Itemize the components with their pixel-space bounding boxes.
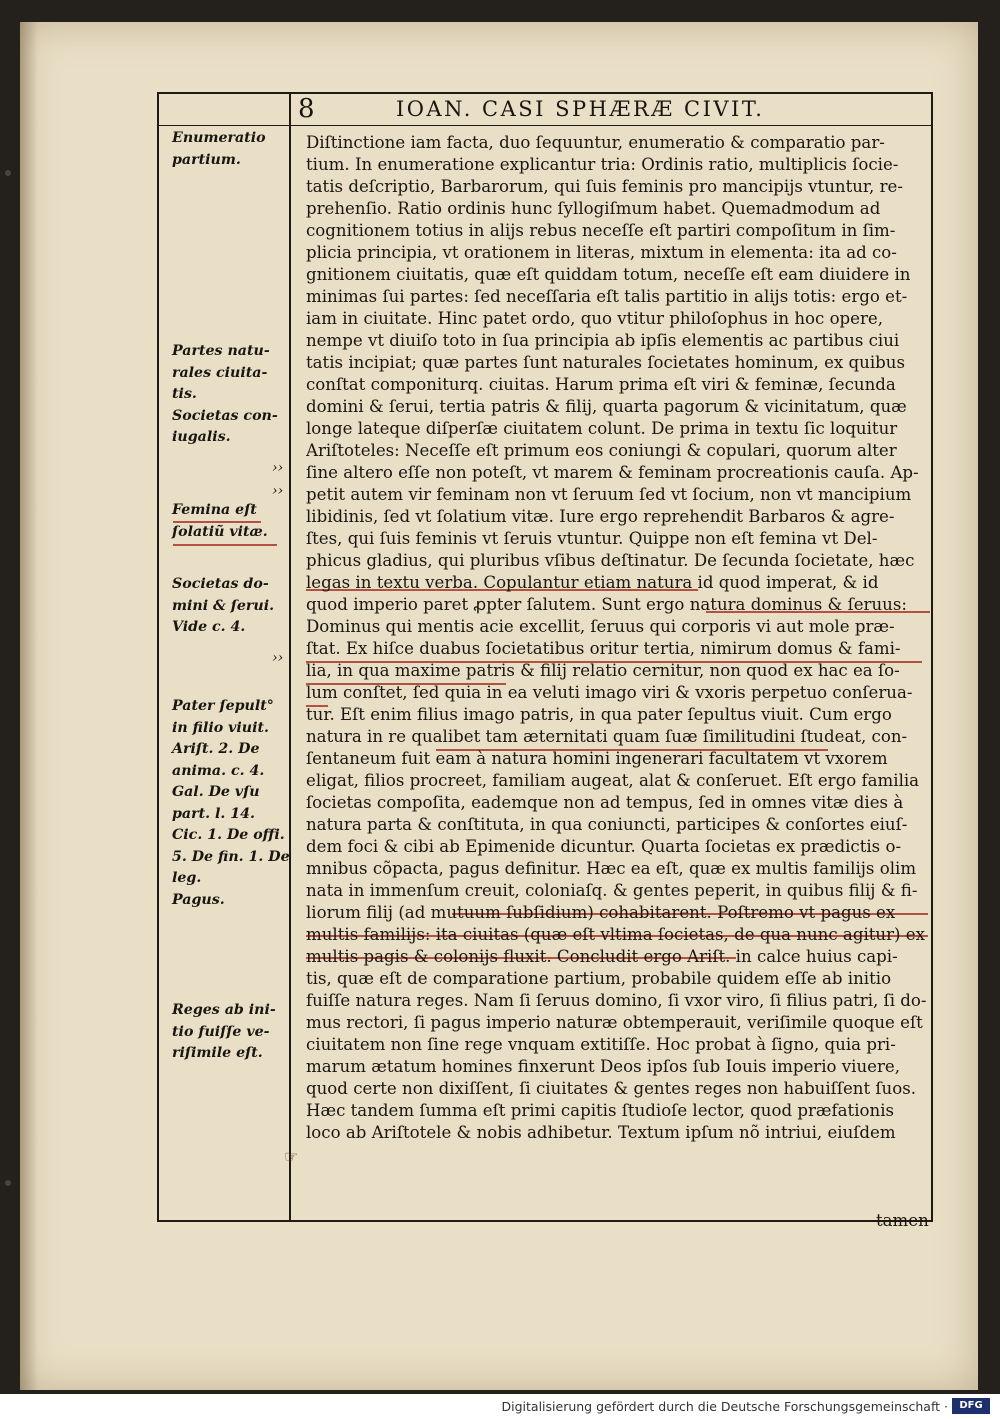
text-line: ſentaneum fuit eam à natura homini ingenerari facultatem vt vxorem	[306, 749, 888, 768]
text-line	[306, 1166, 932, 1188]
text-line: loco ab Ariſtotele & nobis adhibetur. Textum ipſum nõ intriui, eiuſdem	[306, 1123, 896, 1142]
text-line: tatis deſcriptio, Barbarorum, qui ſuis feminis pro mancipijs vtuntur, re-	[306, 177, 903, 196]
text-line: multis familijs: ita ciuitas (quæ eſt vltima ſocietas, de qua nunc agitur) ex	[306, 925, 925, 944]
frame-rule-left	[157, 92, 159, 1222]
binding-hole	[5, 170, 11, 176]
text-line: multis pagis & colonijs fluxit. Concludit ergo Ariſt. in calce huius capi-	[306, 947, 898, 966]
text-line: ſine altero eſſe non poteſt, vt marem & feminam procreationis cauſa. Ap-	[306, 463, 919, 482]
marginal-note: ››	[272, 483, 284, 499]
text-line: quod certe non dixiſſent, ſi ciuitates & gentes reges non habuiſſent ſuos.	[306, 1079, 917, 1098]
text-line	[306, 1144, 932, 1166]
text-line: natura in re qualibet tam æternitati quam ſuæ ſimilitudini ſtudeat, con-	[306, 727, 908, 746]
text-line: conſtat componiturq. ciuitas. Harum prima eſt viri & feminæ, ſecunda	[306, 375, 896, 394]
text-line: tatis incipiat; quæ partes ſunt naturales ſocietates hominum, ex quibus	[306, 353, 905, 372]
text-line: mus rectori, ſi pagus imperio naturæ obtemperauit, veriſimile quoque eſt	[306, 1013, 923, 1032]
marginal-note: Pater ſepult° in filio viuit. Ariſt. 2. De anima. c. 4. Gal. De vſu part. l. 14. Cic. 1. De offi. 5. De fin. 1. De leg. Pagus.	[172, 698, 290, 908]
text-line: nempe vt diuiſo toto in ſua principia ab ipſis elementis ac partibus ciui	[306, 331, 900, 350]
text-line: nata in immenſum creuit, coloniaſq. & gentes peperit, in quibus filij & fi-	[306, 881, 918, 900]
text-line: eligat, filios procreet, familiam augeat, alat & conſeruet. Eſt ergo familia	[306, 771, 920, 790]
text-line: lum conſtet, ſed quia in ea veluti imago viri & vxoris perpetuo conſerua-	[306, 683, 913, 702]
marginal-note: Partes natu- rales ciuita- tis. Societas con- iugalis.	[172, 343, 278, 445]
text-line: legas in textu verba. Copulantur etiam natura id quod imperat, & id	[306, 573, 879, 592]
text-line: tur. Eſt enim filius imago patris, in qua pater ſepultus viuit. Cum ergo	[306, 705, 892, 724]
text-line: prehenſio. Ratio ordinis hunc ſyllogiſmum habet. Quemadmodum ad	[306, 199, 881, 218]
text-line: Diſtinctione iam facta, duo ſequuntur, enumeratio & comparatio par-	[306, 133, 885, 152]
text-line: cognitionem totius in alijs rebus neceſſe eſt partiri compoſitum in ſim-	[306, 221, 896, 240]
manicule-mark-icon: ☞	[284, 1147, 299, 1166]
text-line: ſtat. Ex hiſce duabus ſocietatibus oritur tertia, nimirum domus & fami-	[306, 639, 901, 658]
marginal-note: Societas do- mini & ſerui. Vide c. 4.	[172, 576, 275, 635]
marginal-note: Enumeratio partium.	[172, 130, 266, 168]
red-underline	[173, 521, 261, 523]
text-line: liorum filij (ad mutuum ſubſidium) cohabitarent. Poſtremo vt pagus ex	[306, 903, 896, 922]
running-title: IOAN. CASI SPHÆRÆ CIVIT.	[396, 97, 765, 121]
text-line: Hæc tandem ſumma eſt primi capitis ſtudioſe lector, quod præfationis	[306, 1101, 895, 1120]
text-line: iam in ciuitate. Hinc patet ordo, quo vtitur philoſophus in hoc opere,	[306, 309, 884, 328]
text-line: tis, quæ eſt de comparatione partium, probabile quidem eſſe ab initio	[306, 969, 892, 988]
text-line: ſocietas compoſita, eademque non ad tempus, ſed in omnes vitæ dies à	[306, 793, 904, 812]
text-line: Ariſtoteles: Neceſſe eſt primum eos coniungi & copulari, quorum alter	[306, 441, 897, 460]
text-line: Dominus qui mentis acie excellit, ſeruus qui corporis vi aut mole præ-	[306, 617, 895, 636]
text-line: domini & ſerui, tertia patris & filij, quarta pagorum & vicinitatum, quæ	[306, 397, 907, 416]
marginal-note: ››	[272, 650, 284, 666]
text-line: mnibus cõpacta, pagus definitur. Hæc ea eſt, quæ ex multis familijs olim	[306, 859, 917, 878]
text-line: plicia principia, vt orationem in literas, mixtum in elementa: ita ad co-	[306, 243, 897, 262]
catchword: tamen	[876, 1211, 929, 1230]
text-line: phicus gladius, qui pluribus vſibus deſtinatur. De ſecunda ſocietate, hæc	[306, 551, 915, 570]
frame-rule-bottom	[157, 1220, 933, 1222]
text-line: ſtes, qui ſuis feminis vt ſeruis vtuntur. Quippe non eſt femina vt Del-	[306, 529, 878, 548]
text-line: longe lateque diſperſæ ciuitatem colunt. De prima in textu ſic loquitur	[306, 419, 898, 438]
marginal-note: Reges ab ini- tio fuiſſe ve- riſimile eſt.	[172, 1002, 276, 1061]
footer-credit: Digitalisierung gefördert durch die Deutsche Forschungsgemeinschaft ·	[501, 1399, 948, 1414]
page-number: 8	[298, 94, 315, 124]
marginal-note: Femina eſt ſolatiũ vitæ.	[172, 502, 268, 540]
text-line: libidinis, ſed vt ſolatium vitæ. Iure ergo reprehendit Barbaros & agre-	[306, 507, 895, 526]
red-underline	[173, 544, 277, 546]
text-line: natura parta & conſtituta, in qua coniuncti, participes & conſortes eiuſ-	[306, 815, 908, 834]
marginal-note: ››	[272, 460, 284, 476]
text-line: lia, in qua maxime patris & filij relatio cernitur, non quod ex hac ea ſo-	[306, 661, 900, 680]
text-line: fuiſſe natura reges. Nam ſi ſeruus domino, ſi vxor viro, ſi filius patri, ſi do-	[306, 991, 927, 1010]
text-line: dem foci & cibi ab Epimenide dicuntur. Quarta ſocietas ex prædictis o-	[306, 837, 902, 856]
binding-hole	[5, 1180, 11, 1186]
text-line: marum ætatum homines finxerunt Deos ipſos ſub Iouis imperio viuere,	[306, 1057, 900, 1076]
text-line: tium. In enumeratione explicantur tria: Ordinis ratio, multiplicis ſocie-	[306, 155, 899, 174]
text-line: gnitionem ciuitatis, quæ eſt quiddam totum, neceſſe eſt eam diuidere in	[306, 265, 911, 284]
text-line: ciuitatem non ſine rege vnquam extitiſſe. Hoc probat à ſigno, quia pri-	[306, 1035, 896, 1054]
text-line: petit autem vir feminam non vt ſeruum ſed vt ſocium, non vt mancipium	[306, 485, 912, 504]
text-line: minimas ſui partes: ſed neceſſaria eſt talis partitio in alijs totis: ergo et-	[306, 287, 908, 306]
text-line: quod imperio paret ꝓpter ſalutem. Sunt ergo natura dominus & ſeruus:	[306, 595, 907, 614]
dfg-logo[interactable]: DFG	[952, 1398, 990, 1414]
page-gutter-shadow	[20, 22, 38, 1390]
